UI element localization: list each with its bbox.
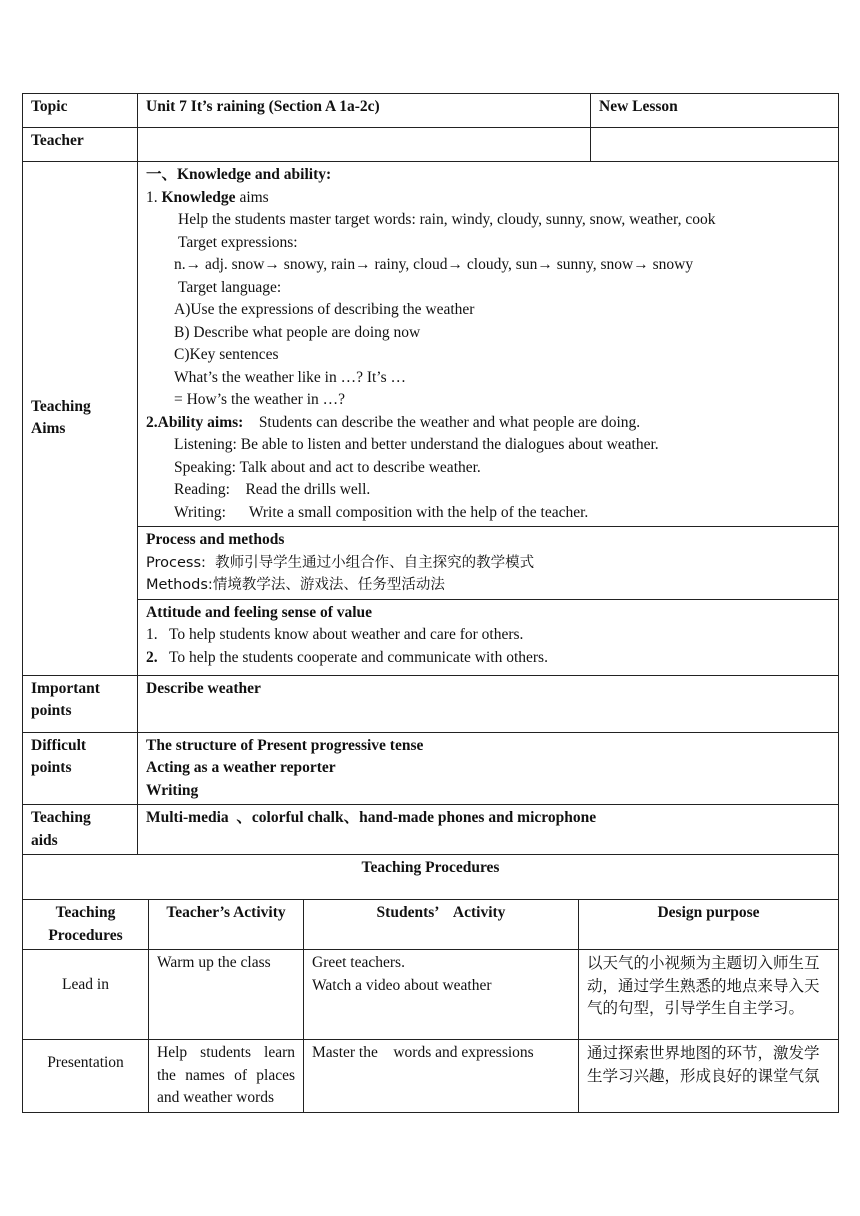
- target-expressions-line: n.→ adj. snow→ snowy, rain→ rainy, cloud→ cloudy, sun→ sunny, snow→ snowy: [174, 256, 694, 273]
- aids-label-line1: Teaching: [31, 809, 91, 826]
- difficult-item-1: The structure of Present progressive tense: [146, 736, 424, 754]
- target-expressions-heading: Target expressions:: [178, 233, 298, 251]
- col-procedure-line2: Procedures: [48, 926, 123, 944]
- topic-value: Unit 7 It’s raining (Section A 1a-2c): [138, 94, 591, 128]
- attitude-item-1: 1. To help students know about weather and care for others.: [146, 626, 524, 643]
- col-teacher-header: Teacher’s Activity: [149, 900, 304, 950]
- aims-label-line2: Aims: [31, 420, 66, 438]
- target-words-line: Help the students master target words: rain, windy, cloudy, sunny, snow, weather, cook: [178, 211, 716, 228]
- difficult-item-2: Acting as a weather reporter: [146, 759, 336, 776]
- teacher-row: [23, 128, 839, 162]
- topic-label: Topic: [23, 94, 138, 128]
- ability-text: Students can describe the weather and what people are doing.: [243, 413, 641, 431]
- important-label-line1: Important: [31, 679, 100, 697]
- ability-reading: Reading: Read the drills well.: [174, 481, 371, 498]
- ability-aims-line: [146, 412, 830, 435]
- design-purpose-presentation: 通过探索世界地图的环节，激发学生学习兴趣，形成良好的课堂气氛: [579, 1040, 839, 1113]
- difficult-row: [23, 732, 839, 805]
- aims-attitude-row: [23, 599, 839, 675]
- attitude-item-2-number: 2.: [146, 648, 158, 666]
- ability-label: 2.Ability aims:: [146, 413, 244, 431]
- procedure-row-presentation: [23, 1040, 839, 1113]
- aids-value: Multi-media 、colorful chalk、hand-made phones and microphone: [138, 805, 839, 855]
- ability-speaking: Speaking: Talk about and act to describe weather.: [174, 458, 481, 476]
- col-procedure-header: [23, 900, 149, 950]
- aims-process-row: [23, 527, 839, 600]
- important-label: [23, 675, 138, 732]
- process-line: Process: 教师引导学生通过小组合作、自主探究的教学模式: [146, 554, 535, 571]
- language-item-a: A)Use the expressions of describing the weather: [174, 301, 475, 318]
- aims-knowledge-row: [23, 162, 839, 527]
- aids-label: [23, 805, 138, 855]
- lesson-plan-document: [22, 93, 838, 1113]
- step-lead-in: Lead in: [23, 950, 149, 1040]
- difficult-label-line1: Difficult: [31, 736, 87, 754]
- procedures-title: Teaching Procedures: [23, 855, 839, 900]
- process-heading: Process and methods: [146, 531, 285, 548]
- knowledge-label: Knowledge: [161, 188, 236, 206]
- key-sentence-2: = How’s the weather in …?: [174, 391, 346, 408]
- key-sentence-1: What’s the weather like in …? It’s …: [174, 368, 407, 386]
- aids-label-line2: aids: [31, 831, 58, 849]
- difficult-label: [23, 732, 138, 805]
- attitude-item-2: [146, 647, 830, 670]
- procedures-title-row: [23, 855, 839, 900]
- ability-listening: Listening: Be able to listen and better understand the dialogues about weather.: [174, 436, 659, 453]
- step-presentation: Presentation: [23, 1040, 149, 1113]
- language-item-b: B) Describe what people are doing now: [174, 323, 421, 341]
- aims-label: [23, 162, 138, 676]
- teacher-label: Teacher: [23, 128, 138, 162]
- procedures-table: [22, 899, 839, 1113]
- lesson-info-table: [22, 93, 839, 900]
- difficult-item-3: Writing: [146, 781, 199, 799]
- lesson-type: New Lesson: [591, 94, 839, 128]
- teacher-value: [138, 128, 591, 162]
- topic-row: [23, 94, 839, 128]
- difficult-values: [138, 732, 839, 805]
- language-item-c: C)Key sentences: [174, 346, 279, 363]
- aims-label-line1: Teaching: [31, 397, 91, 415]
- attitude-item-2-text: To help the students cooperate and communicate with others.: [157, 648, 548, 666]
- knowledge-aims-line: [146, 187, 830, 210]
- important-value: Describe weather: [138, 675, 839, 732]
- col-procedure-line1: Teaching: [55, 904, 116, 921]
- col-purpose-header: Design purpose: [579, 900, 839, 950]
- target-language-heading: Target language:: [178, 278, 282, 296]
- procedure-row-lead-in: [23, 950, 839, 1040]
- ability-writing: Writing: Write a small composition with the help of the teacher.: [174, 503, 589, 521]
- aids-row: [23, 805, 839, 855]
- students-activity-lead-in-line2: Watch a video about weather: [312, 976, 492, 994]
- knowledge-suffix: aims: [235, 188, 269, 206]
- students-activity-lead-in-line1: Greet teachers.: [312, 954, 405, 971]
- attitude-heading: Attitude and feeling sense of value: [146, 603, 373, 621]
- important-label-line2: points: [31, 702, 72, 719]
- methods-line: Methods:情境教学法、游戏法、任务型活动法: [146, 577, 445, 593]
- knowledge-heading: 一、Knowledge and ability:: [146, 166, 332, 183]
- process-methods-cell: [138, 527, 839, 600]
- teacher-extra-cell: [591, 128, 839, 162]
- students-activity-presentation: Master the words and expressions: [304, 1040, 579, 1113]
- knowledge-number: 1.: [146, 188, 162, 206]
- col-students-header: Students’ Activity: [304, 900, 579, 950]
- students-activity-lead-in: [304, 950, 579, 1040]
- attitude-cell: [138, 599, 839, 675]
- teacher-activity-presentation: Help students learn the names of places and weather words: [149, 1040, 304, 1113]
- difficult-label-line2: points: [31, 759, 72, 776]
- procedures-header-row: [23, 900, 839, 950]
- knowledge-ability-cell: [138, 162, 839, 527]
- teacher-activity-lead-in: Warm up the class: [149, 950, 304, 1040]
- design-purpose-lead-in: 以天气的小视频为主题切入师生互动，通过学生熟悉的地点来导入天气的句型，引导学生自主学习。: [579, 950, 839, 1040]
- important-row: [23, 675, 839, 732]
